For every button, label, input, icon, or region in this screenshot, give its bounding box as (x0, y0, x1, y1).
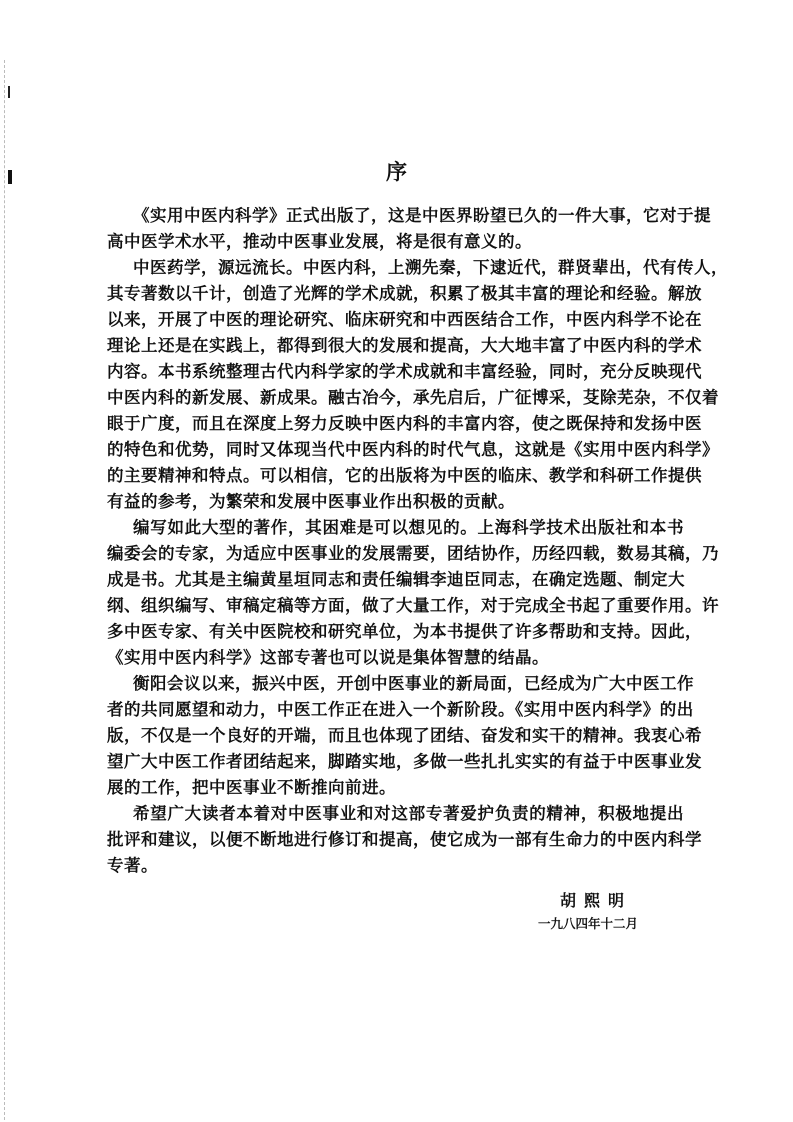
signature-name: 胡熙明 (560, 891, 633, 910)
text-line: 理论上还是在实践上，都得到很大的发展和提高，大大地丰富了中医内科的学术 (107, 336, 702, 355)
paragraph (107, 801, 702, 879)
text-line: 成是书。尤其是主编黄星垣同志和责任编辑李迪臣同志，在确定选题、制定大 (107, 570, 685, 589)
text-line: 眼于广度，而且在深度上努力反映中医内科的丰富内容，使之既保持和发扬中医 (107, 414, 702, 433)
text-line: 纲、组织编写、审稿定稿等方面，做了大量工作，对于完成全书起了重要作用。许 (107, 596, 719, 615)
text-line: 以来，开展了中医的理论研究、临床研究和中西医结合工作，中医内科学不论在 (107, 310, 702, 329)
text-line: 的主要精神和特点。可以相信，它的出版将为中医的临床、教学和科研工作提供 (107, 466, 702, 485)
scan-margin-line (4, 60, 5, 1120)
text-line: 者的共同愿望和动力，中医工作正在进入一个新阶段。《实用中医内科学》的出 (107, 700, 694, 719)
paragraph (107, 255, 728, 515)
preface-body (107, 203, 728, 879)
text-line: 《实用中医内科学》正式出版了，这是中医界盼望已久的一件大事，它对于提 (133, 206, 711, 225)
text-line: 编委会的专家，为适应中医事业的发展需要，团结协作，历经四载，数易其稿，乃 (107, 544, 719, 563)
paragraph (107, 671, 702, 801)
text-line: 版，不仅是一个良好的开端，而且也体现了团结、奋发和实干的精神。我衷心希 (107, 726, 702, 745)
text-line: 希望广大读者本着对中医事业和对这部专著爱护负责的精神，积极地提出 (133, 804, 684, 823)
paragraph (107, 515, 719, 671)
page-title: 序 (386, 159, 407, 184)
text-line: 衡阳会议以来，振兴中医，开创中医事业的新局面，已经成为广大中医工作 (133, 674, 694, 693)
text-line: 望广大中医工作者团结起来，脚踏实地，多做一些扎扎实实的有益于中医事业发 (107, 752, 702, 771)
signature-date: 一九八四年十二月 (538, 916, 639, 931)
scan-mark (8, 86, 10, 98)
text-line: 的特色和优势，同时又体现当代中医内科的时代气息，这就是《实用中医内科学》 (107, 440, 719, 459)
text-line: 多中医专家、有关中医院校和研究单位，为本书提供了许多帮助和支持。因此， (107, 622, 702, 641)
text-line: 展的工作，把中医事业不断推向前进。 (107, 778, 396, 797)
text-line: 中医药学，源远流长。中医内科，上溯先秦，下逮近代，群贤辈出，代有传人， (133, 258, 728, 277)
text-line: 有益的参考，为繁荣和发展中医事业作出积极的贡献。 (107, 492, 515, 511)
text-line: 高中医学术水平，推动中医事业发展，将是很有意义的。 (107, 232, 532, 251)
text-line: 专著。 (107, 856, 158, 875)
text-line: 《实用中医内科学》这部专著也可以说是集体智慧的结晶。 (107, 648, 549, 667)
text-line: 中医内科的新发展、新成果。融古冶今，承先启后，广征博采，芟除芜杂，不仅着 (107, 388, 719, 407)
text-line: 内容。本书系统整理古代内科学家的学术成就和丰富经验，同时，充分反映现代 (107, 362, 702, 381)
paragraph (107, 203, 711, 255)
text-line: 批评和建议，以便不断地进行修订和提高，使它成为一部有生命力的中医内科学 (107, 830, 702, 849)
text-line: 编写如此大型的著作，其困难是可以想见的。上海科学技术出版社和本书 (133, 518, 684, 537)
text-line: 其专著数以千计，创造了光辉的学术成就，积累了极其丰富的理论和经验。解放 (107, 284, 702, 303)
